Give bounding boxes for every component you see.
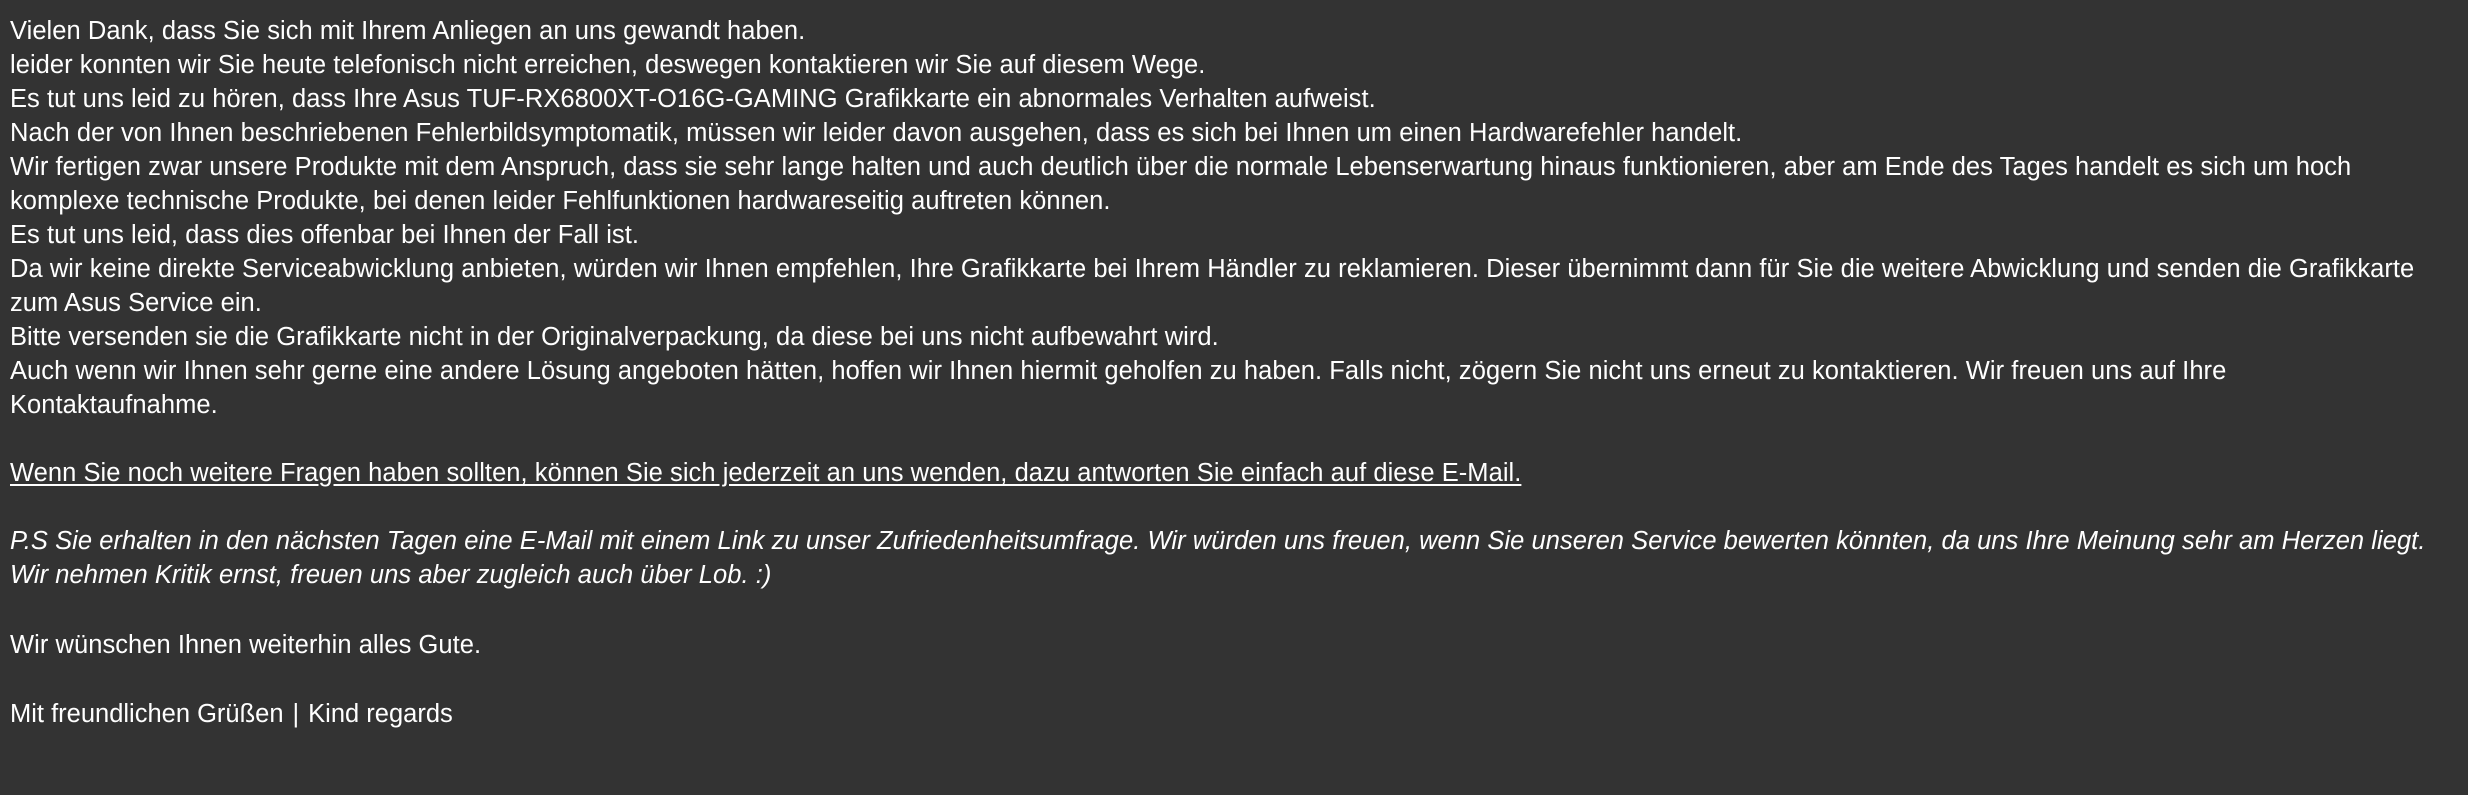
spacer-before-signoff — [10, 663, 2440, 697]
paragraph-closing-help: Auch wenn wir Ihnen sehr gerne eine andere Lösung angeboten hätten, hoffen wir Ihnen hiermit geholfen zu haben. Falls nicht, zögern Sie nicht uns erneut zu kontaktieren. Wir freuen uns auf Ihre Kontaktaufnahme. — [10, 357, 2227, 420]
paragraph-packaging-note: Bitte versenden sie die Grafikkarte nicht in der Originalverpackung, da diese bei uns nicht aufbewahrt wird. — [10, 323, 1219, 352]
signoff-german: Mit freundlichen Grüßen — [10, 699, 284, 728]
paragraph-product-issue: Es tut uns leid zu hören, dass Ihre Asus TUF-RX6800XT-O16G-GAMING Grafikkarte ein abnormales Verhalten aufweist. — [10, 85, 1376, 114]
spacer-before-questions — [10, 422, 2440, 456]
signoff-divider: | — [292, 699, 300, 728]
paragraph-further-questions: Wenn Sie noch weitere Fragen haben sollten, können Sie sich jederzeit an uns wenden, dazu antworten Sie einfach auf diese E-Mail. — [10, 459, 1522, 488]
paragraph-phone-attempt: leider konnten wir Sie heute telefonisch nicht erreichen, deswegen kontaktieren wir Sie auf diesem Wege. — [10, 51, 1206, 80]
paragraph-retailer-recommendation: Da wir keine direkte Serviceabwicklung anbieten, würden wir Ihnen empfehlen, Ihre Grafikkarte bei Ihrem Händler zu reklamieren. Dieser übernimmt dann für Sie die weitere Abwicklung und senden die Grafikkarte zum Asus Service ein. — [10, 255, 2415, 318]
spacer-before-postscript — [10, 490, 2440, 524]
paragraph-thanks: Vielen Dank, dass Sie sich mit Ihrem Anliegen an uns gewandt haben. — [10, 17, 806, 45]
paragraph-postscript-survey: P.S Sie erhalten in den nächsten Tagen eine E-Mail mit einem Link zu unser Zufriedenheitsumfrage. Wir würden uns freuen, wenn Sie unseren Service bewerten könnten, da uns Ihre Meinung sehr am Herzen liegt. Wir nehmen Kritik ernst, freuen uns aber zugleich auch über Lob. :) — [10, 527, 2426, 590]
paragraph-closing-wish: Wir wünschen Ihnen weiterhin alles Gute. — [10, 631, 482, 660]
signature-signoff — [10, 697, 2440, 731]
paragraph-hardware-fault: Nach der von Ihnen beschriebenen Fehlerbildsymptomatik, müssen wir leider davon ausgehen, dass es sich bei Ihnen um einen Hardwarefehler handelt. — [10, 119, 1743, 148]
paragraph-product-quality: Wir fertigen zwar unsere Produkte mit dem Anspruch, dass sie sehr lange halten und auch deutlich über die normale Lebenserwartung hinaus funktionieren, aber am Ende des Tages handelt es sich um hoch komplexe technische Produkte, bei denen leider Fehlfunktionen hardwareseitig auftreten können. — [10, 153, 2352, 216]
spacer-before-closing-wish — [10, 592, 2440, 628]
signoff-english: Kind regards — [308, 699, 453, 728]
paragraph-apology: Es tut uns leid, dass dies offenbar bei Ihnen der Fall ist. — [10, 221, 640, 250]
